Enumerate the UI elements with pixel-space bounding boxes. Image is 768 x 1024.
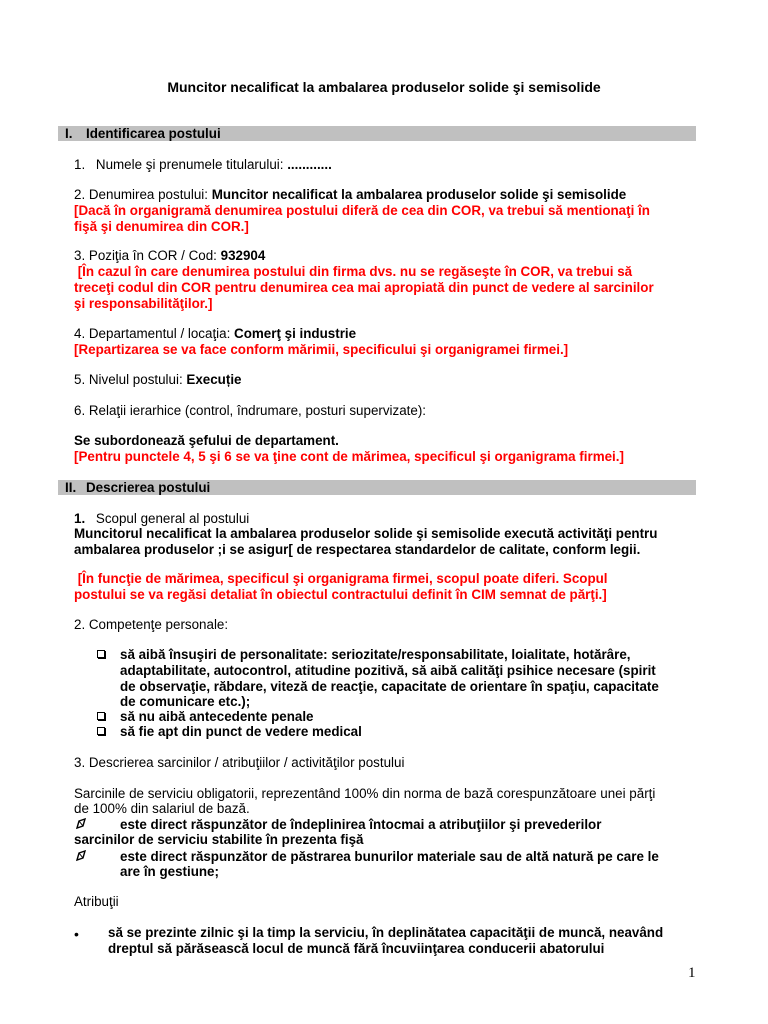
section-header-identification <box>58 126 696 141</box>
note-line: postului se va regăsi detaliat în obiectul contractului definit în CIM semnat de părţi.] <box>74 587 607 602</box>
item-hierarchy: 6. Relaţii ierarhice (control, îndrumare, posturi supervizate): <box>74 403 427 418</box>
item-number: 1. <box>74 511 86 526</box>
item-job-title <box>74 187 626 203</box>
item-label: 2. Denumirea postului: <box>74 187 208 202</box>
purpose-text: Muncitorul necalificat la ambalarea produselor solide şi semisolide execută activităţi pentru <box>74 526 658 541</box>
task-text: este direct răspunzător de îndeplinirea întocmai a atribuţiilor şi prevederilor <box>120 817 602 832</box>
item-value: 932904 <box>220 248 266 263</box>
item-level <box>74 372 242 388</box>
note-line: [Pentru punctele 4, 5 şi 6 se va ţine cont de mărimea, specificul şi organigrama firmei.] <box>74 449 624 464</box>
item-label: 4. Departamentul / locaţia: <box>74 326 231 341</box>
task-text: sarcinilor de serviciu stabilite în prezenta fişă <box>74 832 364 847</box>
duty-text: dreptul să părăsească locul de muncă fără încuviinţarea conducerii abatorului <box>108 941 605 956</box>
section-title: Identificarea postului <box>86 126 221 141</box>
item-department <box>74 326 356 342</box>
note-line: şi responsabilităţilor.] <box>74 296 213 311</box>
item-value: ............ <box>287 157 332 172</box>
item-label: Scopul general al postului <box>95 511 250 526</box>
task-text: are în gestiune; <box>120 864 219 879</box>
bullet-text: să nu aibă antecedente penale <box>120 709 314 724</box>
item-value: Execuție <box>186 372 242 387</box>
checkbox-bullet-icon <box>97 711 105 725</box>
note-line: treceţi codul din COR pentru denumirea cea mai apropiată din punct de vedere al sarcinilor <box>74 280 654 295</box>
tasks-intro: Sarcinile de serviciu obligatorii, reprezentând 100% din norma de bază corespunzătoare unei părţi <box>74 786 656 801</box>
note-line: [În cazul în care denumirea postului din firma dvs. nu se regăseşte în COR, va trebui să <box>74 264 633 279</box>
duty-text: să se prezinte zilnic şi la timp la serviciu, în deplinătatea capacităţii de muncă, neavând <box>108 925 664 940</box>
item-label: 5. Nivelul postului: <box>74 372 183 387</box>
task-text: este direct răspunzător de păstrarea bunurilor materiale sau de altă natură pe care le <box>120 849 659 864</box>
item-general-purpose <box>74 511 249 527</box>
item-number: 1. <box>74 157 86 172</box>
bullet-icon: • <box>74 926 79 942</box>
page-number: 1 <box>688 965 696 981</box>
item-hierarchy-value: Se subordonează şefului de departament. <box>74 433 339 448</box>
note-line: [Repartizarea se va face conform mărimii, specificului şi organigramei firmei.] <box>74 342 569 357</box>
pencil-bullet-icon <box>75 850 87 865</box>
tasks-intro: de 100% din salariul de bază. <box>74 801 250 816</box>
item-value: Muncitor necalificat la ambalarea produselor solide şi semisolide <box>211 187 627 202</box>
section-number: II. <box>65 480 77 495</box>
note-line: [În funcţie de mărimea, specificul şi organigrama firmei, scopul poate diferi. Scopul <box>74 571 608 586</box>
bullet-text: de comunicare etc.); <box>120 694 251 709</box>
document-title: Muncitor necalificat la ambalarea produselor solide şi semisolide <box>167 79 601 95</box>
item-personal-skills: 2. Competenţe personale: <box>74 617 229 632</box>
section-number: I. <box>65 126 73 141</box>
item-value: Comerţ şi industrie <box>234 326 357 341</box>
item-name-holder <box>74 157 332 173</box>
item-label: 3. Poziţia în COR / Cod: <box>74 248 217 263</box>
note-line: fişă şi denumirea din COR.] <box>74 219 249 234</box>
pencil-bullet-icon <box>75 818 87 833</box>
checkbox-bullet-icon <box>97 649 105 663</box>
section-header-description <box>58 480 696 495</box>
duties-heading: Atribuţii <box>74 894 119 909</box>
bullet-text: de observaţie, răbdare, viteză de reacţie, capacitate de orientare în spaţiu, capacitate <box>120 679 659 694</box>
checkbox-bullet-icon <box>97 726 105 740</box>
note-line: [Dacă în organigramă denumirea postului diferă de cea din COR, va trebui să mentionaţi în <box>74 203 650 218</box>
bullet-text: să aibă însuşiri de personalitate: seriozitate/responsabilitate, loialitate, hotărâre, <box>120 647 631 662</box>
section-title: Descrierea postului <box>86 480 211 495</box>
item-task-description: 3. Descrierea sarcinilor / atribuţiilor / activităţilor postului <box>74 755 405 770</box>
bullet-text: să fie apt din punct de vedere medical <box>120 724 362 739</box>
bullet-text: adaptabilitate, autocontrol, atitudine pozitivă, să aibă calităţi psihice necesare (spirit <box>120 663 656 678</box>
purpose-text: ambalarea produselor ;i se asigur[ de respectarea standardelor de calitate, conform legii. <box>74 542 641 557</box>
item-cor-code <box>74 248 265 264</box>
item-label: Numele şi prenumele titularului: <box>95 157 284 172</box>
